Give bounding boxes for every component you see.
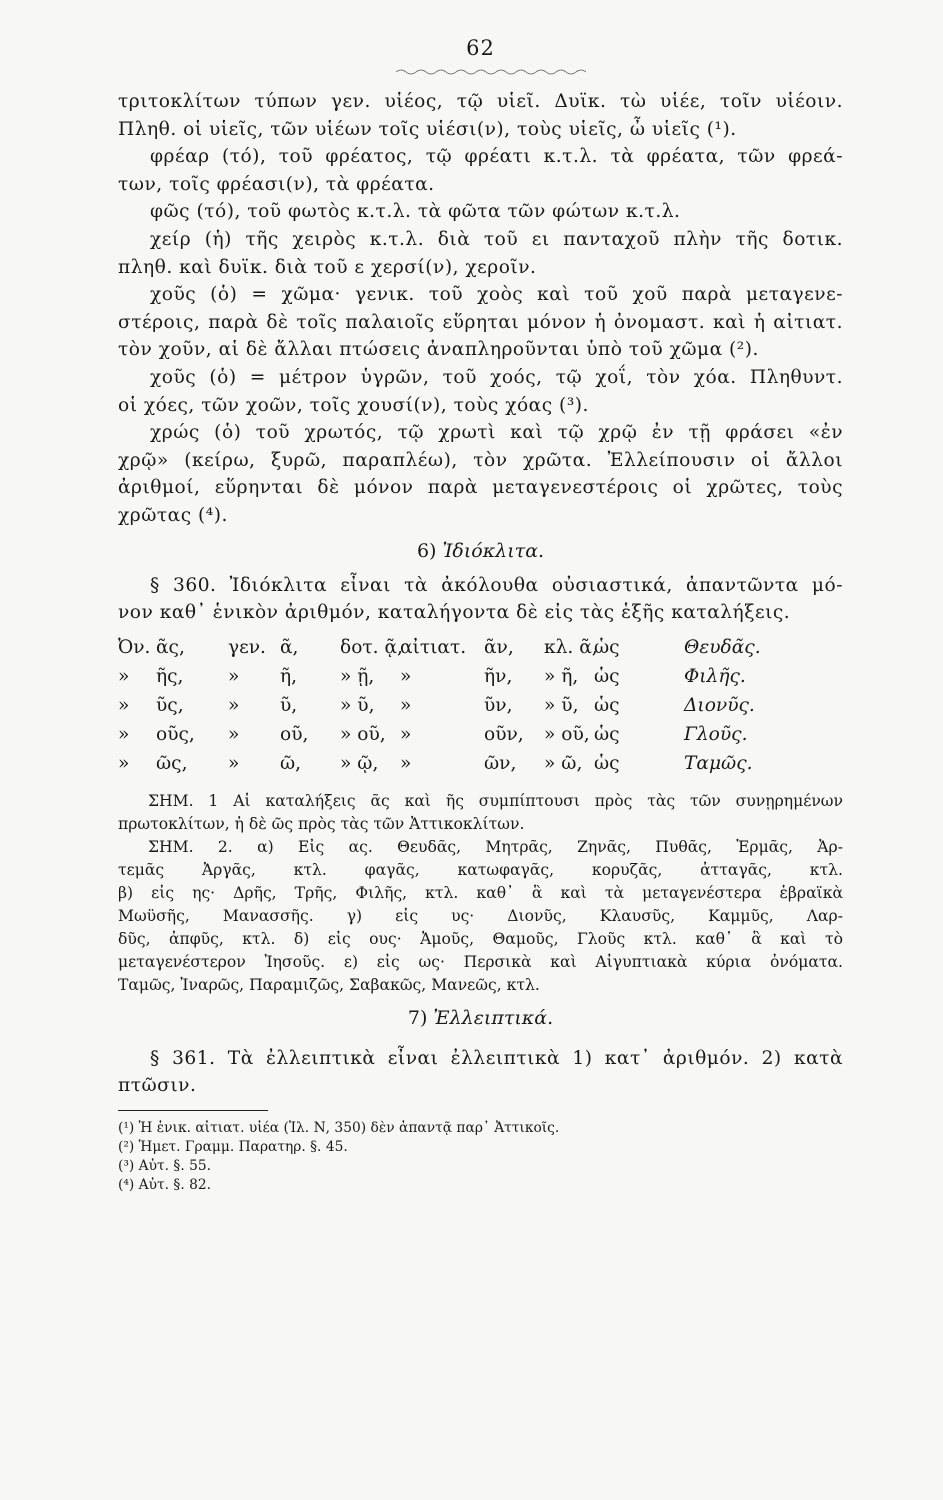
paragraph-block-a xyxy=(118,88,843,530)
text-line: τριτοκλίτων τύπων γεν. υἱέος, τῷ υἱεῖ. Δυϊκ. τὼ υἱέε, τοῖν υἱέοιν. xyxy=(118,91,843,112)
text-line: φρέαρ (τό), τοῦ φρέατος, τῷ φρέατι κ.τ.λ. τὰ φρέατα, τῶν φρεά- xyxy=(150,146,843,168)
declension-cell: ῦν, xyxy=(484,694,513,716)
declension-cell: » ῦ, xyxy=(340,694,375,716)
declension-row xyxy=(118,749,843,778)
declension-cell: Ὀν. xyxy=(118,636,151,658)
remark-line: Ταμῶς, Ἰναρῶς, Παραμιζῶς, Σαβακῶς, Μανεῶς, κτλ. xyxy=(118,975,540,994)
declension-table xyxy=(118,633,843,778)
declension-cell: κλ. ᾶ, xyxy=(544,636,598,658)
section-heading-6 xyxy=(118,536,843,566)
text-line: § 360. Ἰδιόκλιτα εἶναι τὰ ἀκόλουθα οὐσιαστικά, ἀπαντῶντα μό- xyxy=(150,574,843,596)
remarks-block xyxy=(118,790,843,997)
page-number: 62 xyxy=(466,36,495,60)
text-line: χρώς (ὁ) τοῦ χρωτός, τῷ χρωτὶ καὶ τῷ χρῷ ἐν τῇ φράσει «ἐν xyxy=(150,422,843,444)
section-title: Ἐλλειπτικά. xyxy=(433,1006,554,1029)
example-noun: Γλοῦς. xyxy=(684,723,748,745)
text-line: πληθ. καὶ δυϊκ. διὰ τοῦ ε χερσί(ν), χεροῖν. xyxy=(118,256,537,278)
declension-cell: ὡς xyxy=(594,694,620,716)
text-line: χοῦς (ὁ) = μέτρον ὑγρῶν, τοῦ χοός, τῷ χοΐ, τὸν χόα. Πληθυντ. xyxy=(150,366,843,388)
declension-cell: » οῦ, xyxy=(340,723,386,745)
footnote-rule xyxy=(118,1110,268,1111)
declension-row xyxy=(118,662,843,691)
declension-cell: » ῦ, xyxy=(544,694,579,716)
section-heading-7 xyxy=(118,1003,843,1033)
body-text xyxy=(118,88,843,1195)
example-noun: Διονῦς. xyxy=(684,694,755,716)
footnote: (⁴) Αὐτ. §. 82. xyxy=(118,1176,212,1193)
remark-line: δῦς, ἀπφῦς, κτλ. δ) εἰς ους· Ἀμοῦς, Θαμοῦς, Γλοῦς κτλ. καθ᾽ ἃ καὶ τὸ xyxy=(118,929,843,948)
declension-cell: » xyxy=(228,752,240,774)
declension-cell: » ῷ, xyxy=(340,752,379,774)
declension-cell: ᾶν, xyxy=(484,636,514,658)
text-line: § 361. Τὰ ἐλλειπτικὰ εἶναι ἐλλειπτικὰ 1) κατ᾽ ἀριθμόν. 2) κατὰ xyxy=(150,1047,843,1069)
declension-cell: ῶν, xyxy=(484,752,517,774)
section-title: Ἰδιόκλιτα. xyxy=(442,539,545,562)
declension-cell: » xyxy=(118,752,130,774)
declension-row xyxy=(118,720,843,749)
declension-cell: » οῦ, xyxy=(544,723,590,745)
declension-cell: ῦ, xyxy=(280,694,298,716)
text-line: χρῶτας (⁴). xyxy=(118,504,228,526)
footnote: (¹) Ἡ ἑνικ. αἰτιατ. υἱέα (Ἰλ. Ν, 350) δὲν ἀπαντᾷ παρ᾽ Ἀττικοῖς. xyxy=(118,1119,560,1136)
declension-row xyxy=(118,691,843,720)
declension-cell: δοτ. ᾷ, xyxy=(340,636,403,658)
declension-cell: ῶ, xyxy=(280,752,302,774)
declension-cell: » xyxy=(400,723,412,745)
example-noun: Ταμῶς. xyxy=(684,752,753,774)
remark-line: τεμᾶς Ἀργᾶς, κτλ. φαγᾶς, κατωφαγᾶς, κορυζᾶς, ἀτταγᾶς, κτλ. xyxy=(118,860,843,879)
declension-cell: » xyxy=(228,694,240,716)
example-noun: Θευδᾶς. xyxy=(684,636,761,658)
paragraph-360 xyxy=(118,572,843,627)
text-line: Πληθ. οἱ υἱεῖς, τῶν υἱέων τοῖς υἱέσι(ν), τοὺς υἱεῖς, ὦ υἱεῖς (¹). xyxy=(118,118,737,140)
declension-cell: ᾶ, xyxy=(280,636,299,658)
declension-cell: » xyxy=(118,723,130,745)
declension-cell: γεν. xyxy=(228,636,266,658)
remark-line: ΣΗΜ. 1 Αἱ καταλήξεις ᾶς καὶ ῆς συμπίπτουσι πρὸς τὰς τῶν συνῃρημένων xyxy=(148,791,843,810)
remark-line: πρωτοκλίτων, ἡ δὲ ῶς πρὸς τὰς τῶν Ἀττικοκλίτων. xyxy=(118,814,525,833)
declension-cell: » xyxy=(400,694,412,716)
remark-line: ΣΗΜ. 2. α) Εἰς ας. Θευδᾶς, Μητρᾶς, Ζηνᾶς, Πυθᾶς, Ἑρμᾶς, Ἀρ- xyxy=(148,837,843,856)
declension-cell: » ῇ, xyxy=(340,665,375,687)
declension-cell: ῦς, xyxy=(156,694,184,716)
text-line: των, τοῖς φρέασι(ν), τὰ φρέατα. xyxy=(118,173,435,195)
remark-line: μεταγενέστερον Ἰησοῦς. ε) εἰς ως· Περσικὰ καὶ Αἰγυπτιακὰ κύρια ὀνόματα. xyxy=(118,952,843,971)
declension-cell: οῦν, xyxy=(484,723,524,745)
text-line: τὸν χοῦν, αἱ δὲ ἄλλαι πτώσεις ἀναπληροῦνται ὑπὸ τοῦ χῶμα (²). xyxy=(118,339,759,361)
declension-cell: ῆς, xyxy=(156,665,184,687)
text-line: φῶς (τό), τοῦ φωτὸς κ.τ.λ. τὰ φῶτα τῶν φώτων κ.τ.λ. xyxy=(150,201,681,223)
text-line: πτῶσιν. xyxy=(118,1075,197,1097)
declension-cell: » xyxy=(118,694,130,716)
text-line: χείρ (ἡ) τῆς χειρὸς κ.τ.λ. διὰ τοῦ ει πανταχοῦ πλὴν τῆς δοτικ. xyxy=(150,228,843,250)
declension-cell: οῦς, xyxy=(156,723,195,745)
section-number: 6) xyxy=(416,539,437,562)
declension-cell: ὡς xyxy=(594,723,620,745)
remark-line: Μωϋσῆς, Μανασσῆς. γ) εἰς υς· Διονῦς, Κλαυσῦς, Καμμῦς, Λαρ- xyxy=(118,906,843,925)
declension-row xyxy=(118,633,843,662)
declension-cell: » xyxy=(400,665,412,687)
declension-cell: » ῶ, xyxy=(544,752,583,774)
declension-cell: ᾶς, xyxy=(156,636,185,658)
declension-cell: » xyxy=(228,665,240,687)
text-line: ἀριθμοί, εὕρηνται δὲ μόνον παρὰ μεταγενεστέροις οἱ χρῶτες, τοὺς xyxy=(118,477,843,499)
text-line: οἱ χόες, τῶν χοῶν, τοῖς χουσί(ν), τοὺς χόας (³). xyxy=(118,394,589,416)
declension-cell: ὡς xyxy=(594,665,620,687)
declension-cell: » ῆ, xyxy=(544,665,579,687)
text-line: στέροις, παρὰ δὲ τοῖς παλαιοῖς εὕρηται μόνον ἡ ὀνομαστ. καὶ ἡ αἰτιατ. xyxy=(118,311,843,333)
footnote: (³) Αὐτ. §. 55. xyxy=(118,1157,212,1174)
section-number: 7) xyxy=(407,1006,428,1029)
footnote: (²) Ἡμετ. Γραμμ. Παρατηρ. §. 45. xyxy=(118,1138,348,1155)
wavy-rule-ornament xyxy=(396,68,586,76)
declension-cell: ὡς xyxy=(594,636,620,658)
declension-cell: » xyxy=(118,665,130,687)
declension-cell: ὡς xyxy=(594,752,620,774)
text-line: νον καθ᾽ ἑνικὸν ἀριθμόν, καταλήγοντα δὲ εἰς τὰς ἑξῆς καταλήξεις. xyxy=(118,602,791,624)
paragraph-361 xyxy=(118,1045,843,1100)
declension-cell: ῶς, xyxy=(156,752,188,774)
footnotes xyxy=(118,1119,843,1195)
example-noun: Φιλῆς. xyxy=(684,665,746,687)
text-line: χοῦς (ὁ) = χῶμα· γενικ. τοῦ χοὸς καὶ τοῦ χοῦ παρὰ μεταγενε- xyxy=(150,284,843,306)
declension-cell: οῦ, xyxy=(280,723,309,745)
text-line: χρῷ» (κείρω, ξυρῶ, παραπλέω), τὸν χρῶτα. Ἐλλείπουσιν οἱ ἄλλοι xyxy=(118,449,843,471)
remark-line: β) εἰς ης· Δρῆς, Τρῆς, Φιλῆς, κτλ. καθ᾽ ἃ καὶ τὰ μεταγενέστερα ἑβραϊκὰ xyxy=(118,883,843,902)
declension-cell: αἰτιατ. xyxy=(400,636,467,658)
declension-cell: » xyxy=(228,723,240,745)
declension-cell: ῆν, xyxy=(484,665,513,687)
declension-cell: » xyxy=(400,752,412,774)
declension-cell: ῆ, xyxy=(280,665,298,687)
